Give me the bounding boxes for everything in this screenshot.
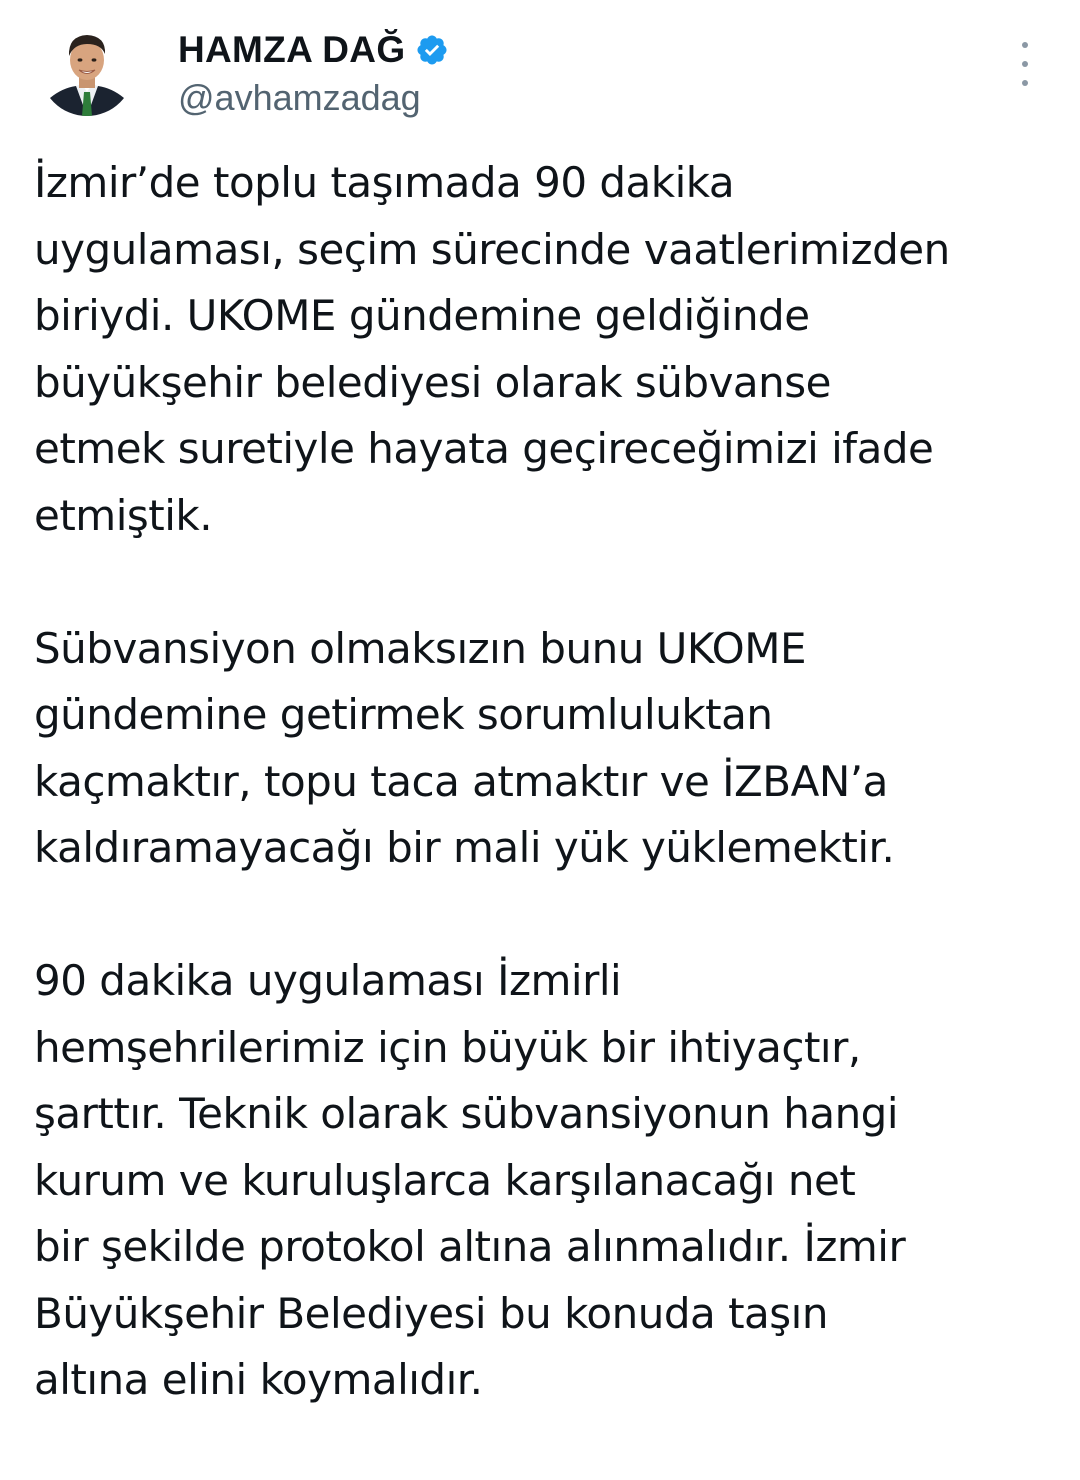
tweet-line: uygulaması, seçim sürecinde vaatlerimizden [34,224,950,274]
tweet-line: Büyükşehir Belediyesi bu konuda taşın [34,1288,828,1338]
more-dot [1022,61,1028,67]
user-handle[interactable]: @avhamzadag [178,77,421,118]
more-dot [1022,42,1028,48]
avatar[interactable] [40,22,134,116]
verified-badge-icon [415,33,449,67]
tweet-line: büyükşehir belediyesi olarak sübvanse [34,357,832,407]
tweet-line: 90 dakika uygulaması İzmirli [34,956,622,1005]
tweet-line: etmiştik. [34,490,213,540]
tweet-paragraph [34,150,1064,549]
tweet-line: altına elini koymalıdır. [34,1355,483,1404]
profile-photo-icon [40,22,134,116]
tweet-line: etmek suretiyle hayata geçireceğimizi ifade [34,424,934,473]
more-dot [1022,80,1028,86]
tweet-line: kaçmaktır, topu taca atmaktır ve İZBAN’a [34,756,888,806]
tweet-line: hemşehrilerimiz için büyük bir ihtiyaçtır, [34,1022,861,1072]
tweet-line: gündemine getirmek sorumluluktan [34,690,773,739]
tweet-line: kurum ve kuruluşlarca karşılanacağı net [34,1155,856,1205]
tweet-line: İzmir’de toplu taşımada 90 dakika [34,158,735,207]
tweet-text [34,150,1064,1480]
tweet-line: kaldıramayacağı bir mali yük yüklemektir. [34,823,895,872]
tweet-line: Sübvansiyon olmaksızın bunu UKOME [34,623,806,673]
tweet-line: şarttır. Teknik olarak sübvansiyonun hangi [34,1089,899,1138]
tweet-line: biriydi. UKOME gündemine geldiğinde [34,291,810,340]
tweet-paragraph [34,948,1064,1414]
more-options-icon[interactable] [1010,42,1040,86]
name-row [178,28,449,72]
tweet-header [0,0,1080,140]
display-name[interactable]: HAMZA DAĞ [178,29,406,70]
tweet-paragraph [34,616,1064,882]
tweet-line: bir şekilde protokol altına alınmalıdır. İzmir [34,1222,906,1271]
